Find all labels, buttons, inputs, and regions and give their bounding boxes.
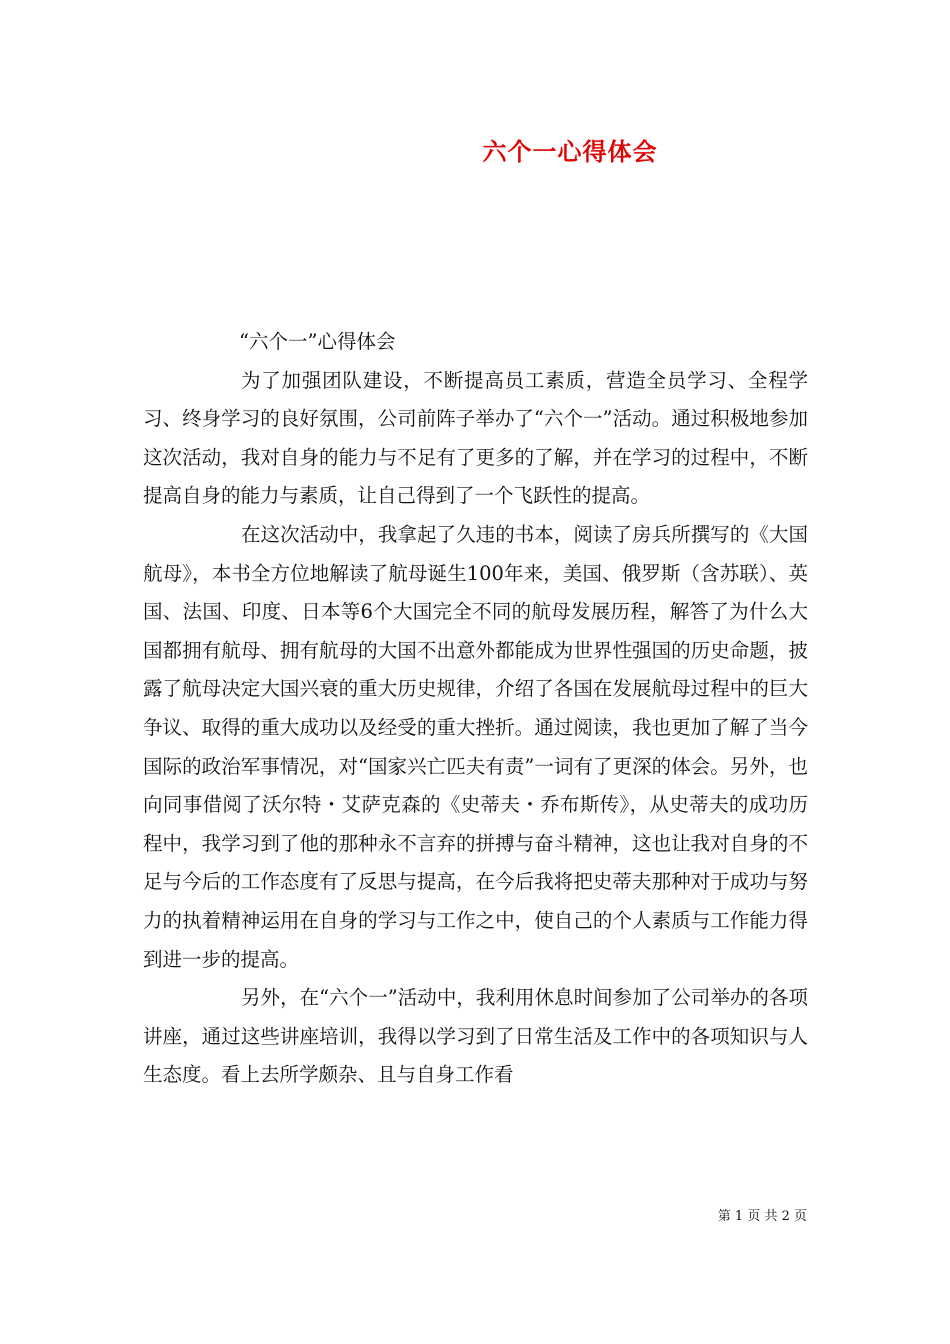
document-subtitle: “六个一”心得体会	[239, 330, 396, 353]
document-body	[143, 323, 808, 1095]
paragraph: 在这次活动中，我拿起了久违的书本，阅读了房兵所撰写的《大国航母》，本书全方位地解读了航母诞生100年来，美国、俄罗斯（含苏联）、英国、法国、印度、日本等6个大国完全不同的航母发展历程，解答了为什么大国都拥有航母、拥有航母的大国不出意外都能成为世界性强国的历史命题，披露了航母决定大国兴衰的重大历史规律，介绍了各国在发展航母过程中的巨大争议、取得的重大成功以及经受的重大挫折。通过阅读，我也更加了解了当今国际的政治军事情况，对“国家兴亡匹夫有责”一词有了更深的体会。另外，也向同事借阅了沃尔特・艾萨克森的《史蒂夫・乔布斯传》，从史蒂夫的成功历程中，我学习到了他的那种永不言弃的拼搏与奋斗精神，这也让我对自身的不足与今后的工作态度有了反思与提高，在今后我将把史蒂夫那种对于成功与努力的执着精神运用在自身的学习与工作之中，使自己的个人素质与工作能力得到进一步的提高。	[143, 522, 808, 971]
paragraph: 为了加强团队建设，不断提高员工素质，营造全员学习、全程学习、终身学习的良好氛围，公司前阵子举办了“六个一”活动。通过积极地参加这次活动，我对自身的能力与不足有了更多的了解，并在学习的过程中，不断提高自身的能力与素质，让自己得到了一个飞跃性的提高。	[143, 368, 808, 508]
paragraph: 另外，在“六个一”活动中，我利用休息时间参加了公司举办的各项讲座，通过这些讲座培训，我得以学习到了日常生活及工作中的各项知识与人生态度。看上去所学颇杂、且与自身工作看	[143, 986, 808, 1087]
page-footer: 第 1 页 共 2 页	[717, 1209, 807, 1224]
document-title: 六个一心得体会	[482, 137, 658, 166]
